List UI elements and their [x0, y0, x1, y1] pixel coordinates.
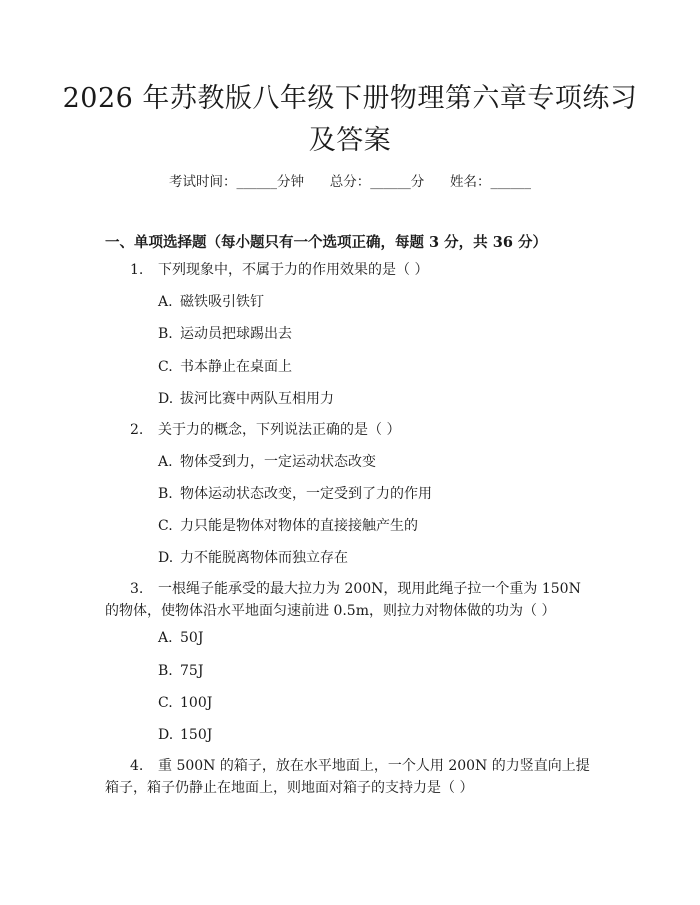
question-2-option-d: [158, 548, 348, 568]
option-label: D.: [158, 550, 174, 566]
question-2-option-a: [158, 452, 376, 472]
question-1-option-c: [158, 357, 292, 377]
question-1-option-d: [158, 389, 334, 409]
question-text: 下列现象中，不属于力的作用效果的是（ ）: [158, 262, 429, 278]
question-4: [105, 755, 595, 799]
option-label: C.: [158, 695, 173, 711]
question-text: 一根绳子能承受的最大拉力为 200N，现用此绳子拉一个重为 150N 的物体，使物体沿水平地面匀速前进 0.5m，则拉力对物体做的功为（ ）: [105, 581, 581, 619]
page-title: 2026 年苏教版八年级下册物理第六章专项练习及答案: [62, 83, 638, 156]
option-label: A.: [158, 294, 173, 310]
question-text: 重 500N 的箱子，放在水平地面上，一个人用 200N 的力竖直向上提箱子，箱子仍静止在地面上，则地面对箱子的支持力是（ ）: [105, 758, 590, 796]
question-3: [105, 578, 595, 622]
option-text: 50J: [180, 630, 204, 646]
question-number: 1.: [130, 262, 144, 278]
question-3-option-d: [158, 725, 212, 745]
option-text: 物体运动状态改变，一定受到了力的作用: [180, 486, 432, 502]
question-number: 2.: [130, 422, 144, 438]
question-number: 3.: [130, 581, 144, 597]
option-label: B.: [158, 326, 173, 342]
option-text: 150J: [180, 727, 213, 743]
option-label: C.: [158, 518, 173, 534]
question-number: 4.: [130, 758, 144, 774]
question-1: [105, 259, 595, 281]
option-text: 75J: [180, 663, 204, 679]
option-text: 书本静止在桌面上: [180, 359, 292, 375]
option-text: 力只能是物体对物体的直接接触产生的: [180, 518, 418, 534]
question-1-option-b: [158, 324, 292, 344]
question-2-option-b: [158, 484, 432, 504]
section-heading: 一、单项选择题（每小题只有一个选项正确，每题 3 分，共 36 分）: [105, 234, 547, 251]
option-text: 运动员把球踢出去: [180, 326, 292, 342]
question-3-option-c: [158, 693, 212, 713]
option-text: 拔河比赛中两队互相用力: [180, 391, 334, 407]
option-text: 100J: [180, 695, 213, 711]
question-3-option-b: [158, 661, 203, 681]
question-2: [105, 419, 595, 441]
option-label: A.: [158, 454, 173, 470]
exam-time-field: 考试时间：______分钟: [169, 174, 304, 190]
option-label: B.: [158, 663, 173, 679]
exam-info-line: [0, 170, 700, 190]
question-3-option-a: [158, 628, 203, 648]
option-label: B.: [158, 486, 173, 502]
total-score-field: 总分：______分: [329, 174, 425, 190]
option-text: 物体受到力，一定运动状态改变: [180, 454, 376, 470]
option-text: 磁铁吸引铁钉: [180, 294, 264, 310]
option-text: 力不能脱离物体而独立存在: [180, 550, 348, 566]
name-field: 姓名：______: [450, 174, 531, 190]
option-label: A.: [158, 630, 173, 646]
question-text: 关于力的概念，下列说法正确的是（ ）: [158, 422, 401, 438]
question-2-option-c: [158, 516, 418, 536]
option-label: C.: [158, 359, 173, 375]
option-label: D.: [158, 727, 174, 743]
option-label: D.: [158, 391, 174, 407]
question-1-option-a: [158, 292, 264, 312]
